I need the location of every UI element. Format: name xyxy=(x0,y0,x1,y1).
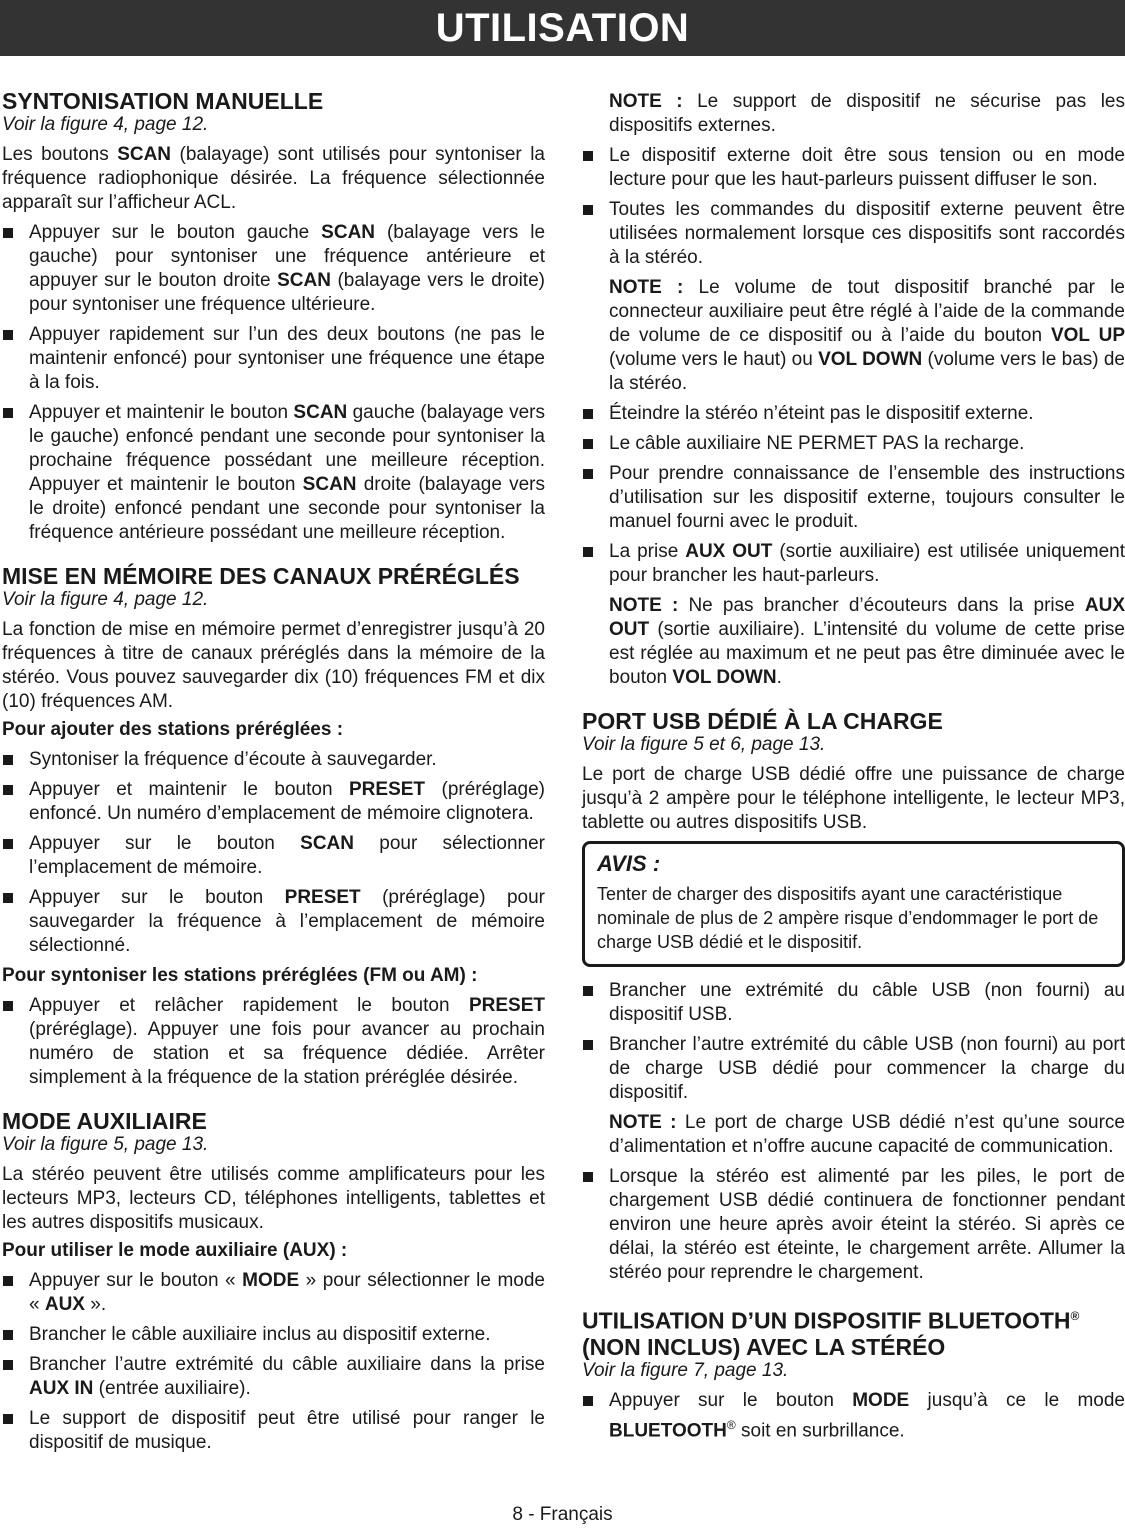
note: NOTE : Ne pas brancher d’écouteurs dans la prise AUX OUT (sortie auxiliaire). L’intensité du volume de cette prise est réglée au maximum et ne peut pas être diminuée avec le bouton VOL DOWN. xyxy=(609,595,1125,688)
section-title-bluetooth: UTILISATION D’UN DISPOSITIF BLUETOOTH® (NON INCLUS) AVEC LA STÉRÉO xyxy=(582,1307,1080,1360)
section-title-presets: MISE EN MÉMOIRE DES CANAUX PRÉRÉGLÉS xyxy=(2,563,520,589)
list-item: La prise AUX OUT (sortie auxiliaire) est utilisée uniquement pour brancher les haut-parleurs. xyxy=(582,540,1125,588)
list-item: Éteindre la stéréo n’éteint pas le dispositif externe. xyxy=(582,402,1125,426)
list-item: Brancher le câble auxiliaire inclus au dispositif externe. xyxy=(2,1323,545,1347)
list-item: Le dispositif externe doit être sous tension ou en mode lecture pour que les haut-parleurs puissent diffuser le son. xyxy=(582,144,1125,192)
figure-reference: Voir la figure 5 et 6, page 13. xyxy=(582,734,826,755)
right-column xyxy=(582,90,1125,1449)
list-item: Appuyer sur le bouton MODE jusqu’à ce le mode BLUETOOTH® soit en surbrillance. xyxy=(582,1389,1125,1443)
warning-box xyxy=(582,841,1125,967)
list-item: Le support de dispositif peut être utilisé pour ranger le dispositif de musique. xyxy=(2,1407,545,1455)
section-title-usb-port: PORT USB DÉDIÉ À LA CHARGE xyxy=(582,708,943,734)
bullet-list xyxy=(2,748,545,958)
list-item: Appuyer et maintenir le bouton SCAN gauche (balayage vers le gauche) enfoncé pendant une seconde pour syntoniser la prochaine fréquence possédant une meilleure réception. Appuyer et maintenir le bouton SCAN droite (balayage vers le droite) enfoncé pendant une seconde pour syntoniser la fréquence antérieure possédant une meilleure réception. xyxy=(2,401,545,545)
figure-reference: Voir la figure 5, page 13. xyxy=(2,1134,209,1155)
note: NOTE : Le volume de tout dispositif branché par le connecteur auxiliaire peut être réglé à l’aide de la commande de volume de ce dispositif ou à l’aide du bouton VOL UP (volume vers le haut) ou VOL DOWN (volume vers le bas) de la stéréo. xyxy=(609,277,1125,394)
figure-reference: Voir la figure 4, page 12. xyxy=(2,114,209,135)
figure-reference: Voir la figure 7, page 13. xyxy=(582,1359,789,1381)
warning-text: Tenter de charger des dispositifs ayant une caractéristique nominale de plus de 2 ampère risque d’endommager le port de charge USB dédié et le dispositif. xyxy=(597,884,1099,952)
note: NOTE : Le support de dispositif ne sécurise pas les dispositifs externes. xyxy=(609,91,1125,136)
list-item: Appuyer et maintenir le bouton PRESET (préréglage) enfoncé. Un numéro d’emplacement de mémoire clignotera. xyxy=(2,778,545,826)
paragraph: Les boutons SCAN (balayage) sont utilisés pour syntoniser la fréquence radiophonique désirée. La fréquence sélectionnée apparaît sur l’afficheur ACL. xyxy=(2,144,545,213)
page-footer: 8 - Français xyxy=(512,1504,613,1525)
bullet-list xyxy=(582,1389,1125,1443)
list-item: Brancher l’autre extrémité du câble auxiliaire dans la prise AUX IN (entrée auxiliaire). xyxy=(2,1353,545,1401)
list-item: Appuyer et relâcher rapidement le bouton PRESET (préréglage). Appuyer une fois pour avancer au prochain numéro de station et sa fréquence dédiée. Arrêter simplement à la fréquence de la station préréglée désirée. xyxy=(2,994,545,1090)
paragraph: La fonction de mise en mémoire permet d’enregistrer jusqu’à 20 fréquences à titre de canaux préréglés dans la mémoire de la stéréo. Vous pouvez sauvegarder dix (10) fréquences FM et dix (10) fréquences AM. xyxy=(2,619,545,712)
left-column xyxy=(2,88,545,1461)
list-item: Brancher une extrémité du câble USB (non fourni) au dispositif USB. xyxy=(582,979,1125,1027)
bullet-list xyxy=(582,144,1125,270)
figure-reference: Voir la figure 4, page 12. xyxy=(2,589,209,610)
paragraph: Le port de charge USB dédié offre une puissance de charge jusqu’à 2 ampère pour le téléphone intelligente, le lecteur MP3, tablette ou autres dispositifs USB. xyxy=(582,764,1125,833)
list-item: Brancher l’autre extrémité du câble USB (non fourni) au port de charge USB dédié pour commencer la charge du dispositif. xyxy=(582,1033,1125,1105)
bullet-list xyxy=(582,402,1125,588)
bullet-list xyxy=(582,1165,1125,1285)
list-item: Appuyer rapidement sur l’un des deux boutons (ne pas le maintenir enfoncé) pour syntoniser une fréquence une étape à la fois. xyxy=(2,323,545,395)
bullet-list xyxy=(2,994,545,1090)
paragraph: La stéréo peuvent être utilisés comme amplificateurs pour les lecteurs MP3, lecteurs CD, téléphones intelligents, tablettes et les autres dispositifs musicaux. xyxy=(2,1164,545,1233)
list-item: Le câble auxiliaire NE PERMET PAS la recharge. xyxy=(582,432,1125,456)
subheading: Pour ajouter des stations préréglées : xyxy=(2,719,344,740)
subheading: Pour utiliser le mode auxiliaire (AUX) : xyxy=(2,1240,348,1261)
list-item: Appuyer sur le bouton gauche SCAN (balayage vers le gauche) pour syntoniser une fréquence antérieure et appuyer sur le bouton droite SCAN (balayage vers le droite) pour syntoniser une fréquence ultérieure. xyxy=(2,221,545,317)
section-title-manual-tuning: SYNTONISATION MANUELLE xyxy=(2,88,324,114)
note: NOTE : Le port de charge USB dédié n’est qu’une source d’alimentation et n’offre aucune capacité de communication. xyxy=(609,1112,1125,1157)
page-banner: UTILISATION xyxy=(0,0,1125,56)
section-title-aux-mode: MODE AUXILIAIRE xyxy=(2,1108,207,1134)
list-item: Appuyer sur le bouton PRESET (préréglage) pour sauvegarder la fréquence à l’emplacement de mémoire sélectionné. xyxy=(2,886,545,958)
bullet-list xyxy=(582,979,1125,1105)
list-item: Syntoniser la fréquence d’écoute à sauvegarder. xyxy=(2,748,545,772)
subheading: Pour syntoniser les stations préréglées (FM ou AM) : xyxy=(2,965,478,986)
bullet-list xyxy=(2,221,545,545)
list-item: Toutes les commandes du dispositif externe peuvent être utilisées normalement lorsque ces dispositifs sont raccordés à la stéréo. xyxy=(582,198,1125,270)
list-item: Appuyer sur le bouton « MODE » pour sélectionner le mode « AUX ». xyxy=(2,1269,545,1317)
list-item: Appuyer sur le bouton SCAN pour sélectionner l’emplacement de mémoire. xyxy=(2,832,545,880)
list-item: Pour prendre connaissance de l’ensemble des instructions d’utilisation sur les dispositif externe, toujours consulter le manuel fourni avec le produit. xyxy=(582,462,1125,534)
bullet-list xyxy=(2,1269,545,1455)
warning-title: AVIS : xyxy=(597,851,661,876)
list-item: Lorsque la stéréo est alimenté par les piles, le port de chargement USB dédié continuera de fonctionner pendant environ une heure après avoir éteint la stéréo. Si après ce délai, la stéréo est éteinte, le chargement arrête. Allumer la stéréo pour reprendre le chargement. xyxy=(582,1165,1125,1285)
